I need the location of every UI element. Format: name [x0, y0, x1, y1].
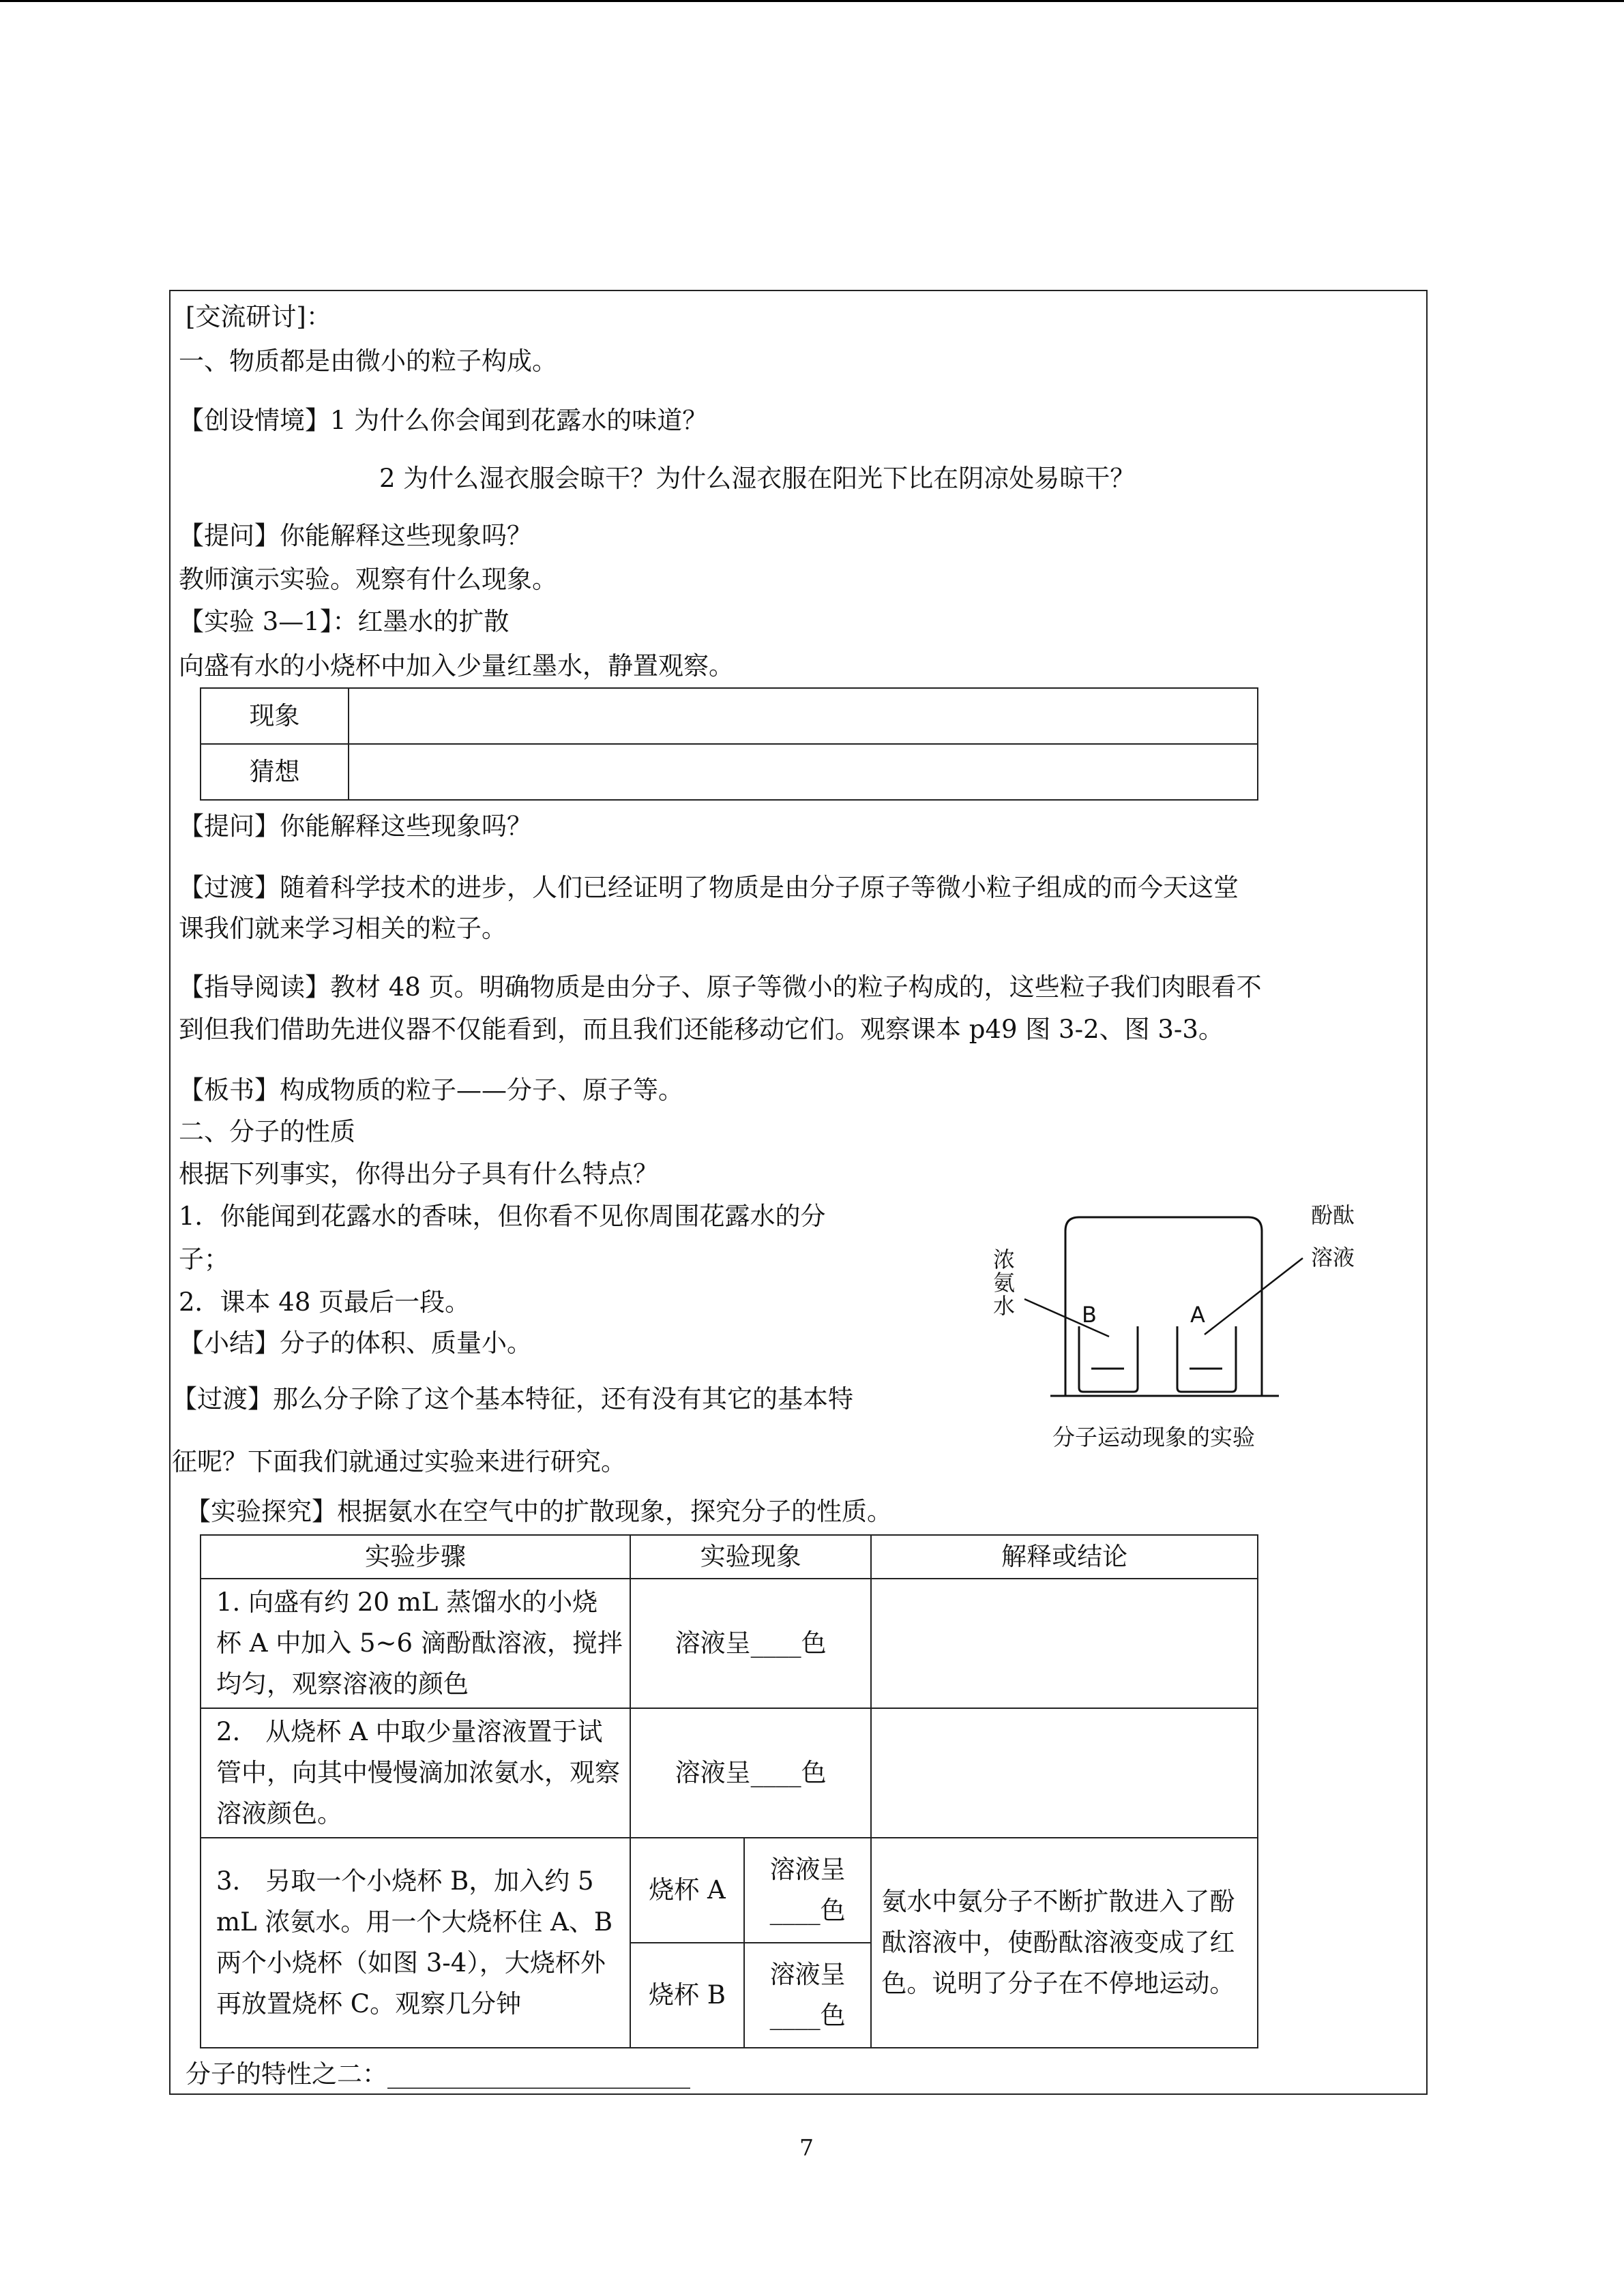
observation-label: 现象: [201, 688, 349, 744]
diffusion-figure: [982, 1190, 1364, 1463]
board-note: 【板书】构成物质的粒子——分子、原子等。: [179, 1075, 683, 1105]
fig-beaker-a-label: A: [1190, 1302, 1205, 1328]
beaker-a-outline: [1177, 1326, 1236, 1392]
transition-1-line2: 课我们就来学习相关的粒子。: [179, 914, 507, 943]
part2-title: 二、分子的性质: [179, 1117, 355, 1146]
header-steps: 实验步骤: [201, 1535, 630, 1579]
experiment-title: 【实验 3—1】：红墨水的扩散: [179, 607, 510, 636]
step-1-conclusion-cell[interactable]: [871, 1579, 1258, 1708]
page-number: 7: [799, 2134, 814, 2161]
fig-label-ammonia: 浓氨水: [993, 1247, 1016, 1319]
header-conclusion: 解释或结论: [871, 1535, 1258, 1579]
fig-label-phenol-2: 溶液: [1311, 1244, 1355, 1270]
part1-title: 一、物质都是由微小的粒子构成。: [179, 346, 557, 376]
step-3-conclusion: 氨水中氨分子不断扩散进入了酚酞溶液中，使酚酞溶液变成了红色。说明了分子在不停地运动。: [871, 1838, 1258, 2048]
experiment-table: [200, 1534, 1258, 2048]
beaker-a-cell-label: 烧杯 A: [630, 1838, 744, 1943]
step-1: 1. 向盛有约 20 mL 蒸馏水的小烧杯 A 中加入 5~6 滴酚酞溶液，搅拌均匀，观察溶液的颜色: [201, 1579, 630, 1708]
reading-line2: 到但我们借助先进仪器不仅能看到，而且我们还能移动它们。观察课本 p49 图 3-2、图 3-3。: [179, 1015, 1224, 1044]
guess-cell[interactable]: [349, 744, 1258, 800]
leader-line-right: [1205, 1258, 1303, 1335]
step-1-result: 溶液呈____色: [630, 1579, 871, 1708]
fig-beaker-b-label: B: [1082, 1302, 1097, 1328]
teacher-demo: 教师演示实验。观察有什么现象。: [179, 565, 557, 594]
fact-1-line2: 子；: [179, 1244, 229, 1274]
summary: 【小结】分子的体积、质量小。: [179, 1328, 532, 1358]
transition-1-line1: 【过渡】随着科学技术的进步，人们已经证明了物质是由分子原子等微小粒子组成的而今天这堂: [179, 873, 1239, 902]
fact-2: 2．课本 48 页最后一段。: [179, 1287, 471, 1317]
transition-2-line2: 征呢？下面我们就通过实验来进行研究。: [172, 1447, 626, 1476]
section-header: [交流研讨]：: [186, 302, 331, 331]
inquiry-title: 【实验探究】根据氨水在空气中的扩散现象，探究分子的性质。: [186, 1497, 892, 1526]
fig-label-phenol-1: 酚酞: [1311, 1202, 1355, 1228]
guess-label: 猜想: [201, 744, 349, 800]
facts-question: 根据下列事实，你得出分子具有什么特点？: [179, 1159, 658, 1189]
question-2: 【提问】你能解释这些现象吗？: [179, 811, 532, 841]
experiment-desc: 向盛有水的小烧杯中加入少量红墨水，静置观察。: [179, 651, 734, 681]
scenario-1: 【创设情境】1 为什么你会闻到花露水的味道？: [179, 406, 708, 435]
step-2-conclusion-cell[interactable]: [871, 1708, 1258, 1838]
property-line: 分子的特性之二：________________________: [186, 2059, 690, 2089]
observation-cell[interactable]: [349, 688, 1258, 744]
step-2-result: 溶液呈____色: [630, 1708, 871, 1838]
step-3: 3. 另取一个小烧杯 B，加入约 5 mL 浓氨水。用一个大烧杯住 A、B 两个小烧杯（如图 3-4），大烧杯外再放置烧杯 C。观察几分钟: [201, 1838, 630, 2048]
scenario-2: 2 为什么湿衣服会晾干？为什么湿衣服在阳光下比在阴凉处易晾干？: [379, 464, 1136, 493]
beaker-b-cell-label: 烧杯 B: [630, 1943, 744, 2048]
beaker-a-result: 溶液呈____色: [744, 1838, 871, 1943]
fact-1-line1: 1．你能闻到花露水的香味，但你看不见你周围花露水的分: [179, 1202, 826, 1231]
fig-caption: 分子运动现象的实验: [1052, 1424, 1255, 1450]
beaker-b-result: 溶液呈____色: [744, 1943, 871, 2048]
step-2: 2. 从烧杯 A 中取少量溶液置于试管中，向其中慢慢滴加浓氨水，观察溶液颜色。: [201, 1708, 630, 1838]
header-phenomena: 实验现象: [630, 1535, 871, 1579]
question-1: 【提问】你能解释这些现象吗？: [179, 521, 532, 550]
reading-line1: 【指导阅读】教材 48 页。明确物质是由分子、原子等微小的粒子构成的，这些粒子我们肉眼看不: [179, 972, 1262, 1002]
transition-2-line1: 【过渡】那么分子除了这个基本特征，还有没有其它的基本特: [172, 1384, 853, 1414]
top-rule: [0, 0, 1624, 2]
observation-table: [200, 687, 1258, 801]
